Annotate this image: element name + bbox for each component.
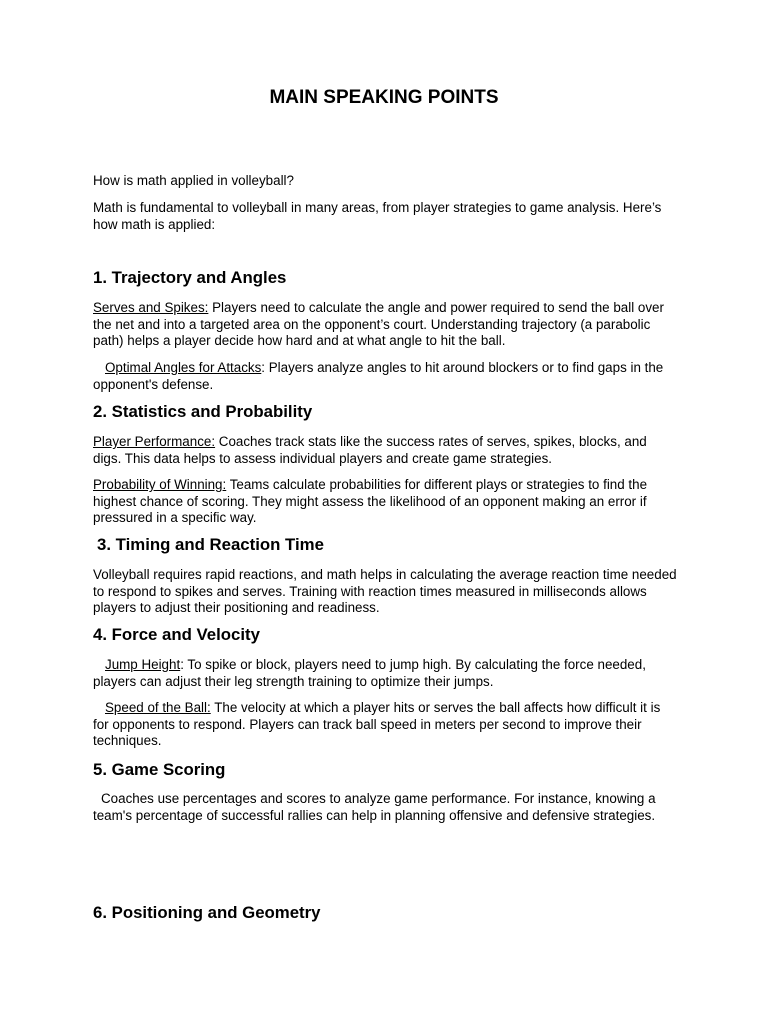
paragraph-player-performance <box>93 434 678 467</box>
paragraph-optimal-angles <box>93 360 678 393</box>
term-optimal-angles: Optimal Angles for Attacks <box>105 360 262 375</box>
text-probability-winning: Teams calculate probabilities for different plays or strategies to find the highest chance of scoring. They might assess the likelihood of an opponent making an error if pressured in a specific way. <box>93 477 648 525</box>
heading-timing-text: 3. Timing and Reaction Time <box>97 535 324 554</box>
term-serves-spikes: Serves and Spikes: <box>93 300 209 315</box>
intro-question: How is math applied in volleyball? <box>93 173 294 188</box>
text-serves-spikes: Players need to calculate the angle and power required to send the ball over the net and into a targeted area on the opponent’s court. Understanding trajectory (a parabolic path) helps a player decide how hard and at what angle to hit the ball. <box>93 300 664 348</box>
term-probability-winning: Probability of Winning: <box>93 477 227 492</box>
paragraph-probability-winning <box>93 477 678 527</box>
text-ball-speed: The velocity at which a player hits or serves the ball affects how difficult it is for opponents to respond. Players can track ball speed in meters per second to improve their techniques. <box>93 700 661 748</box>
text-optimal-angles: : Players analyze angles to hit around blockers or to find gaps in the opponent's defense. <box>93 360 664 392</box>
text-player-performance: Coaches track stats like the success rates of serves, spikes, blocks, and digs. This data helps to assess individual players and create game strategies. <box>93 434 647 466</box>
intro-answer: Math is fundamental to volleyball in many areas, from player strategies to game analysis. Here’s how math is applied: <box>93 200 662 232</box>
section-heading-positioning: 6. Positioning and Geometry <box>93 903 321 922</box>
paragraph-reaction-time: Volleyball requires rapid reactions, and math helps in calculating the average reaction time needed to respond to spikes and serves. Training with reaction times measured in milliseconds allows players to adjust their positioning and readiness. <box>93 567 677 615</box>
text-game-scoring: Coaches use percentages and scores to analyze game performance. For instance, knowing a team's percentage of successful rallies can help in planning offensive and defensive strategies. <box>93 791 656 823</box>
term-jump-height: Jump Height <box>105 657 181 672</box>
page-title: MAIN SPEAKING POINTS <box>269 87 499 108</box>
section-heading-scoring: 5. Game Scoring <box>93 760 226 779</box>
paragraph-jump-height <box>93 657 678 690</box>
paragraph-serves-spikes <box>93 300 678 350</box>
section-heading-trajectory: 1. Trajectory and Angles <box>93 268 287 287</box>
term-ball-speed: Speed of the Ball: <box>105 700 211 715</box>
section-heading-timing <box>93 535 678 555</box>
paragraph-ball-speed <box>93 700 678 750</box>
text-jump-height: : To spike or block, players need to jump high. By calculating the force needed, players can adjust their leg strength training to optimize their jumps. <box>93 657 646 689</box>
section-heading-force: 4. Force and Velocity <box>93 625 260 644</box>
term-player-performance: Player Performance: <box>93 434 216 449</box>
section-heading-statistics: 2. Statistics and Probability <box>93 402 313 421</box>
paragraph-game-scoring <box>93 791 678 824</box>
